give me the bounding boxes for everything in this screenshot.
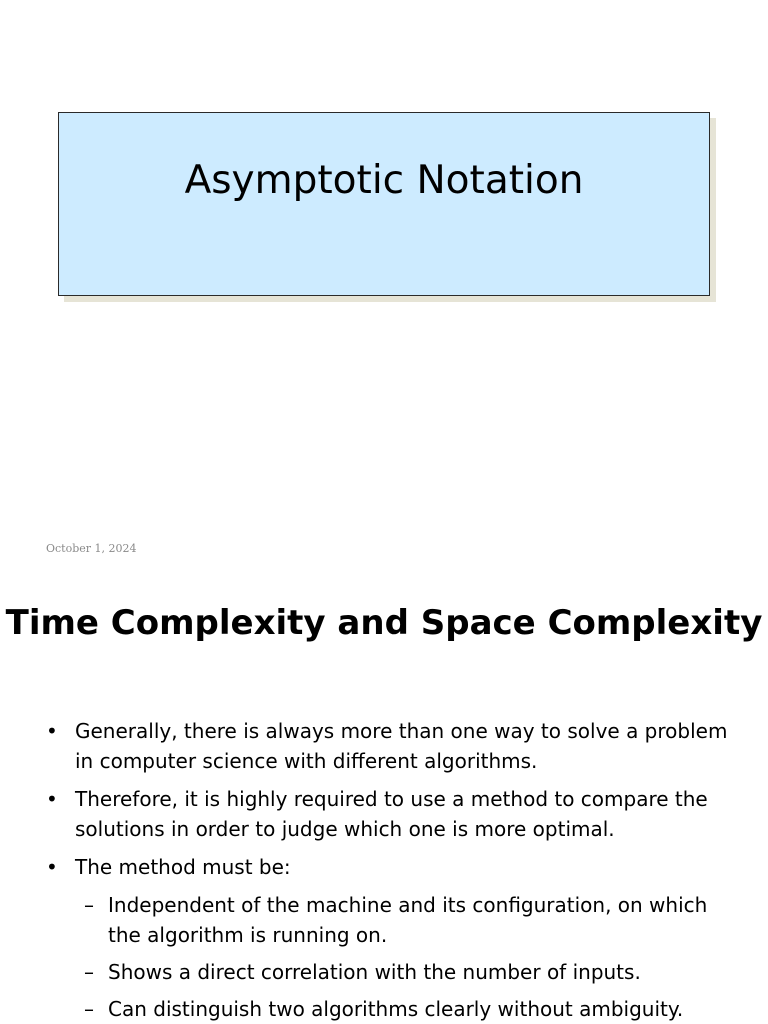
slide-date: October 1, 2024	[46, 542, 137, 555]
bullet-marker: •	[46, 719, 58, 743]
dash-marker: –	[84, 960, 94, 984]
slide-title: Asymptotic Notation	[184, 158, 584, 203]
title-slide-box	[58, 112, 710, 296]
bullet-marker: •	[46, 787, 58, 811]
sub-bullet-item	[46, 957, 746, 987]
sub-bullet-item	[46, 890, 746, 950]
dash-marker: –	[84, 893, 94, 917]
sub-bullet-item	[46, 994, 746, 1024]
content-slide-title: Time Complexity and Space Complexity	[5, 603, 763, 643]
bullet-item	[46, 716, 746, 776]
bullet-marker: •	[46, 855, 58, 879]
bullet-list	[46, 716, 746, 1024]
bullet-item	[46, 852, 746, 882]
sub-bullet-text: Independent of the machine and its configuration, on which the algorithm is running on.	[108, 893, 708, 947]
bullet-item	[46, 784, 746, 844]
bullet-text: Therefore, it is highly required to use a method to compare the solutions in order to judge which one is more optimal.	[75, 787, 708, 841]
sub-bullet-text: Shows a direct correlation with the number of inputs.	[108, 960, 641, 984]
dash-marker: –	[84, 997, 94, 1021]
sub-bullet-text: Can distinguish two algorithms clearly without ambiguity.	[108, 997, 684, 1021]
bullet-text: The method must be:	[75, 855, 291, 879]
bullet-text: Generally, there is always more than one way to solve a problem in computer science with different algorithms.	[75, 719, 728, 773]
